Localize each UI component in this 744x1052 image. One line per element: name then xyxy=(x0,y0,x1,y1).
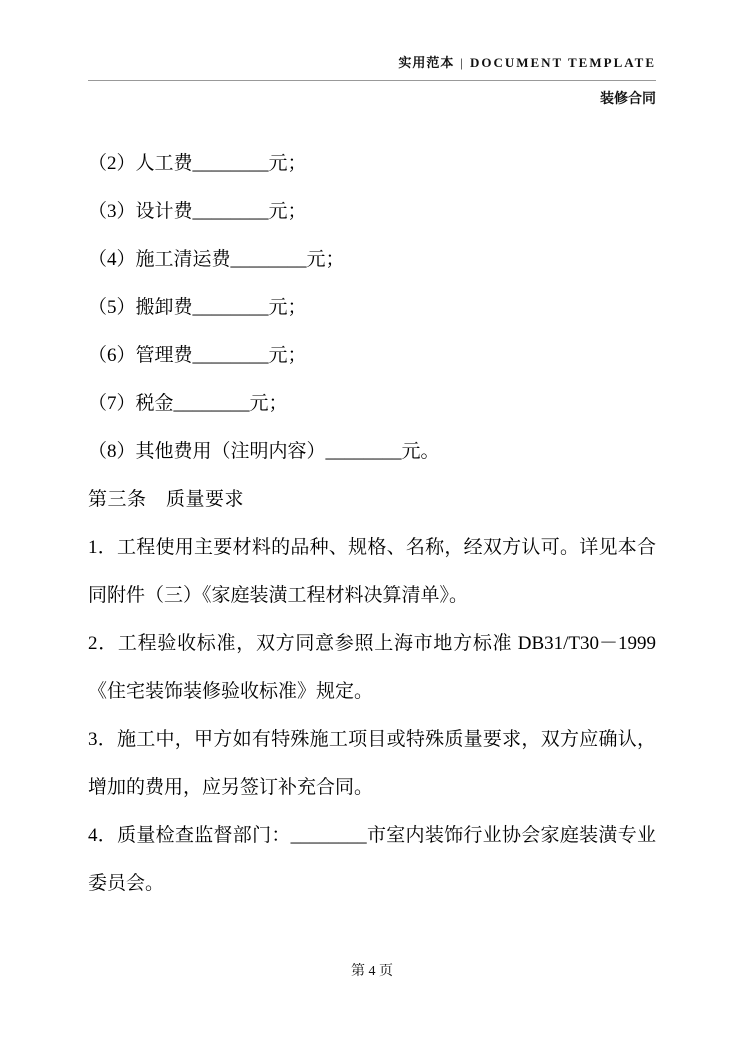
tagline-separator: | xyxy=(460,55,464,70)
document-body xyxy=(88,140,656,908)
body-paragraph: 2．工程验收标准，双方同意参照上海市地方标准 DB31/T30－1999《住宅装饰装修验收标准》规定。 xyxy=(88,633,656,702)
fee-item: （2）人工费________元； xyxy=(88,153,307,174)
header-tagline xyxy=(88,52,656,71)
fee-item: （4）施工清运费________元； xyxy=(88,249,345,270)
body-paragraph: 3．施工中，甲方如有特殊施工项目或特殊质量要求，双方应确认，增加的费用，应另签订补充合同。 xyxy=(88,729,656,798)
document-type-label: 装修合同 xyxy=(600,90,656,106)
fee-item: （7）税金________元； xyxy=(88,393,288,414)
document-header xyxy=(88,52,656,108)
tagline-english: DOCUMENT TEMPLATE xyxy=(469,55,656,70)
body-paragraph: 1．工程使用主要材料的品种、规格、名称，经双方认可。详见本合同附件（三）《家庭装潢工程材料决算清单》。 xyxy=(88,537,656,606)
section-heading: 第三条 质量要求 xyxy=(88,489,245,510)
body-paragraph: 4．质量检查监督部门：________市室内装饰行业协会家庭装潢专业委员会。 xyxy=(88,825,656,894)
tagline-chinese: 实用范本 xyxy=(398,55,455,70)
fee-item: （3）设计费________元； xyxy=(88,201,307,222)
fee-item: （8）其他费用（注明内容）________元。 xyxy=(88,441,440,462)
header-divider xyxy=(88,80,656,81)
fee-item: （6）管理费________元； xyxy=(88,345,307,366)
fee-item: （5）搬卸费________元； xyxy=(88,297,307,318)
page-number: 第 4 页 xyxy=(351,964,393,979)
